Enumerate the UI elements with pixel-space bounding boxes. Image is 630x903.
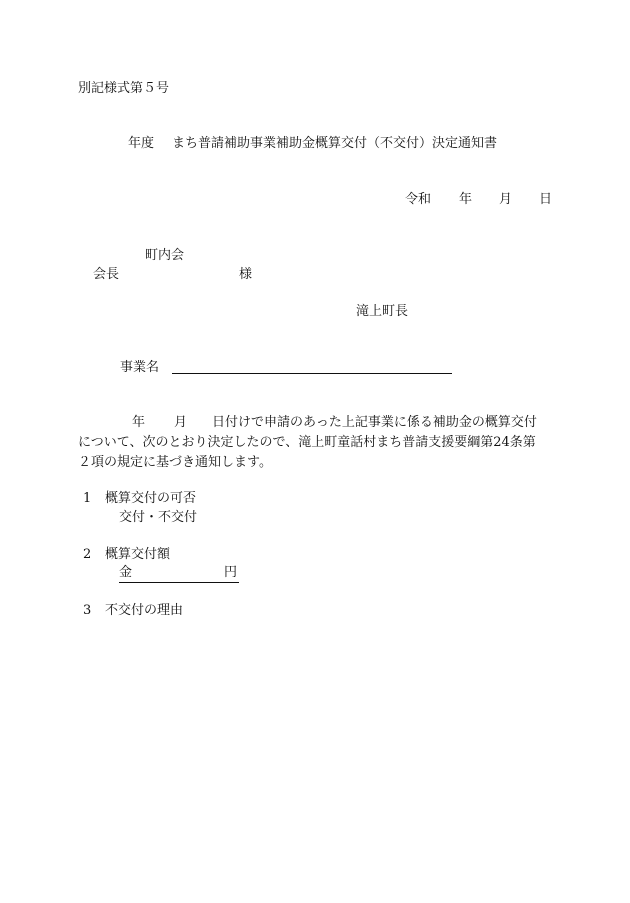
- document-title: まち普請補助事業補助金概算交付（不交付）決定通知書: [172, 136, 498, 151]
- project-label: 事業名: [120, 360, 160, 375]
- body-month: 月: [174, 415, 188, 430]
- amount-field: [119, 566, 239, 583]
- item-1-label: 概算交付の可否: [105, 491, 197, 506]
- title-year-prefix: 年度: [128, 136, 155, 151]
- date-day: 日: [539, 192, 553, 207]
- date-month: 月: [499, 192, 513, 207]
- body-line1: 日付けで申請のあった上記事業に係る補助金の概算交付: [212, 415, 537, 430]
- amount-yen: 円: [223, 565, 237, 580]
- body-line2: について、次のとおり決定したので、滝上町童話村まち普請支援要綱第24条第: [78, 435, 536, 450]
- date-era: 令和: [405, 192, 432, 207]
- item-1-number: 1: [83, 491, 92, 506]
- sender: 滝上町長: [356, 304, 409, 319]
- addressee-association: 町内会: [145, 248, 185, 263]
- amount-kin: 金: [119, 565, 133, 580]
- item-3-number: 3: [83, 603, 92, 618]
- addressee-role: 会長: [93, 267, 120, 282]
- item-2-number: 2: [83, 547, 92, 562]
- project-name-field: [172, 373, 452, 374]
- form-label: 別記様式第５号: [78, 81, 170, 96]
- addressee-honorific: 様: [239, 267, 253, 282]
- item-2-label: 概算交付額: [105, 547, 171, 562]
- item-1-value: 交付・不交付: [119, 510, 198, 525]
- body-year: 年: [132, 415, 146, 430]
- item-3-label: 不交付の理由: [105, 603, 184, 618]
- date-year: 年: [459, 192, 473, 207]
- body-line3: ２項の規定に基づき通知します。: [78, 455, 272, 470]
